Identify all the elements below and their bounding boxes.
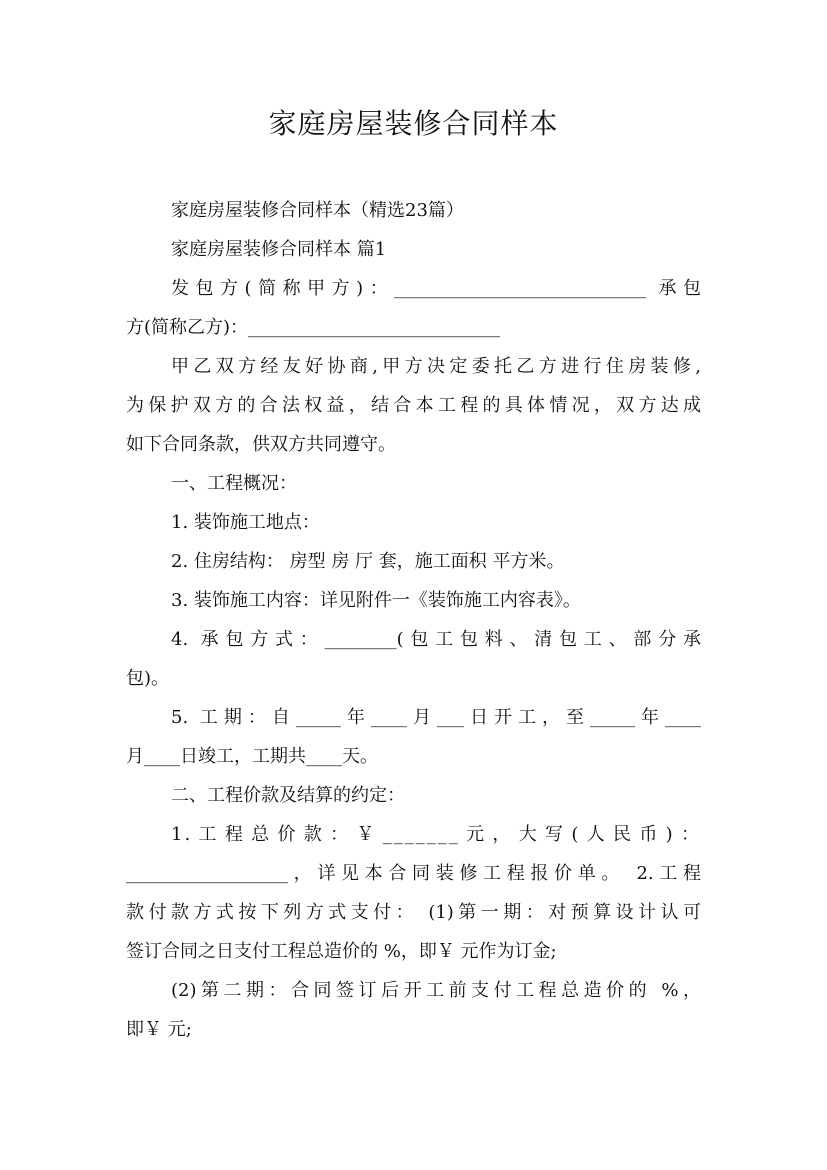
payment-line-4: 即￥ 元; xyxy=(126,1019,192,1040)
clause-item-4-cont: 包)。 xyxy=(126,668,170,689)
document-title: 家庭房屋装修合同样本 xyxy=(268,107,559,140)
doc-subtitle: 家庭房屋装修合同样本（精选23篇） xyxy=(171,200,464,221)
clause-item-5: 5. 工期：自_____年____月___日开工，至_____年____ xyxy=(171,707,701,728)
clause-item-2: 2. 住房结构： 房型 房 厅 套，施工面积 平方米。 xyxy=(171,551,565,572)
party-b-line: 方(简称乙方)：____________________________ xyxy=(126,317,501,338)
payment-line-1: 款付款方式按下列方式支付： (1)第一期：对预算设计认可 xyxy=(126,902,701,923)
intro-line-1: 甲乙双方经友好协商,甲方决定委托乙方进行住房装修, xyxy=(171,356,701,377)
clause-item-4: 4. 承包方式：________(包工包料、清包工、部分承 xyxy=(171,629,701,650)
price-line-1: 1.工程总价款：￥_______元，大写(人民币)： xyxy=(171,824,701,845)
intro-line-2: 为保护双方的合法权益，结合本工程的具体情况，双方达成 xyxy=(126,395,701,416)
clause-item-5-cont: 月____日竣工，工期共____天。 xyxy=(126,746,378,767)
party-a-line: 发包方(简称甲方)：____________________________ 承包 xyxy=(171,278,701,299)
clause-heading-1: 一、工程概况： xyxy=(171,473,297,494)
clause-heading-2: 二、工程价款及结算的约定： xyxy=(171,785,405,806)
price-line-2: __________________，详见本合同装修工程报价单。 2.工程 xyxy=(126,863,701,884)
payment-line-2: 签订合同之日支付工程总造价的 %，即￥ 元作为订金; xyxy=(126,941,557,962)
section-heading: 家庭房屋装修合同样本 篇1 xyxy=(171,239,387,260)
intro-line-3: 如下合同条款，供双方共同遵守。 xyxy=(126,434,396,455)
clause-item-1: 1. 装饰施工地点： xyxy=(171,512,320,533)
clause-item-3: 3. 装饰施工内容：详见附件一《装饰施工内容表》。 xyxy=(171,590,581,611)
payment-line-3: (2)第二期：合同签订后开工前支付工程总造价的 %， xyxy=(171,980,701,1001)
